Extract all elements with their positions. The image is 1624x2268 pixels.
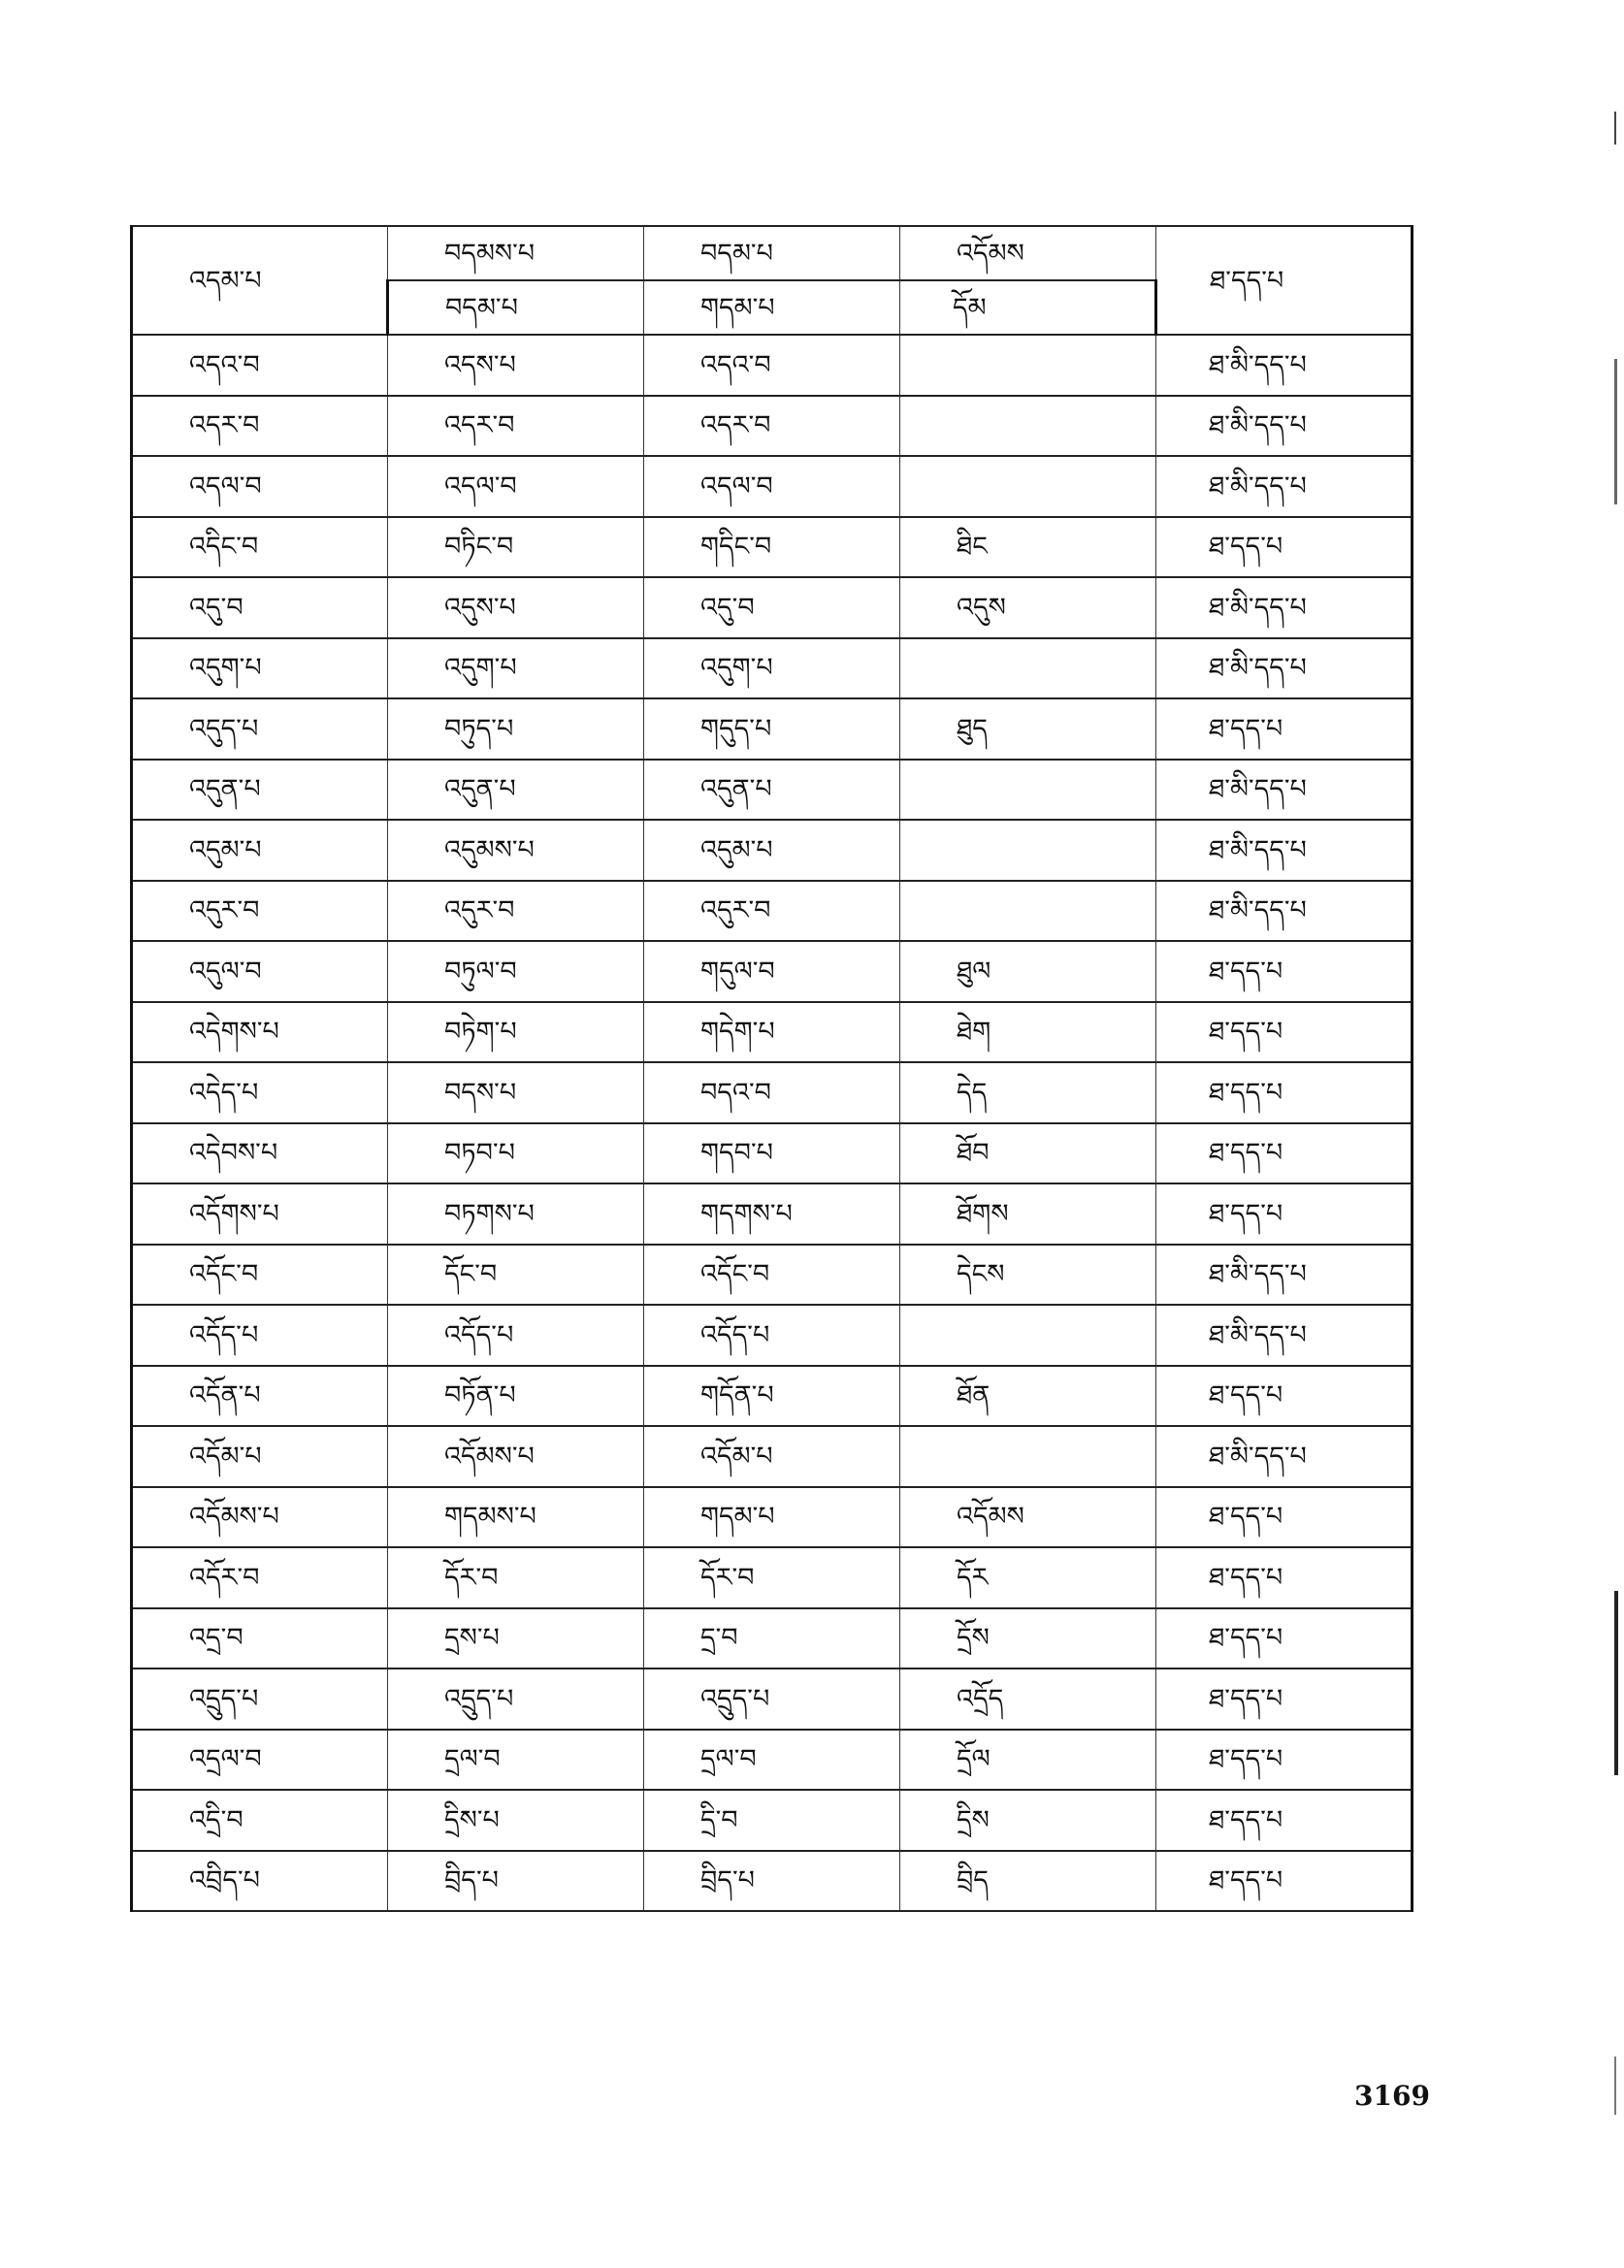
table-cell: གདགས་པ bbox=[644, 1183, 900, 1245]
table-cell: འདྲུད་པ bbox=[132, 1669, 388, 1730]
table-cell: གདིང་བ bbox=[644, 517, 900, 578]
table-cell: བཏགས་པ bbox=[388, 1183, 644, 1245]
table-cell: འདྲི་བ bbox=[132, 1790, 388, 1851]
table-cell: འདྲོད bbox=[900, 1669, 1156, 1730]
table-cell: འདུམ་པ bbox=[132, 820, 388, 881]
table-row bbox=[132, 1487, 1413, 1548]
table-cell: དོར bbox=[900, 1547, 1156, 1608]
table-cell: ཐ་དད་པ bbox=[1156, 1487, 1413, 1548]
table-cell: གདམ་པ bbox=[644, 1487, 900, 1548]
table-cell: འདེགས་པ bbox=[132, 1002, 388, 1063]
table-cell: འདར་བ bbox=[388, 396, 644, 457]
table-cell: འདུས་པ bbox=[388, 577, 644, 638]
table-cell: འདོམ་པ bbox=[132, 1426, 388, 1487]
table-row bbox=[132, 1790, 1413, 1851]
table-cell: འདོད་པ bbox=[388, 1305, 644, 1366]
table-cell bbox=[900, 638, 1156, 699]
table-cell: འདྲལ་བ bbox=[132, 1730, 388, 1791]
table-cell: འདེད་པ bbox=[132, 1062, 388, 1123]
table-cell: དོར་བ bbox=[388, 1547, 644, 1608]
table-row bbox=[132, 1183, 1413, 1245]
table-cell: འདོང་བ bbox=[132, 1245, 388, 1306]
table-cell: བྲིད་པ bbox=[644, 1851, 900, 1912]
scan-edge-mark bbox=[1614, 1591, 1618, 1775]
table-cell: བཏུད་པ bbox=[388, 698, 644, 760]
table-cell: ཐ་མི་དད་པ bbox=[1156, 820, 1413, 881]
table-cell: ཐ་མི་དད་པ bbox=[1156, 1305, 1413, 1366]
table-cell: འདལ་བ bbox=[388, 456, 644, 517]
table-cell: དྲལ་བ bbox=[644, 1730, 900, 1791]
table-cell: བྲིད་པ bbox=[388, 1851, 644, 1912]
table-cell: དྲིས་པ bbox=[388, 1790, 644, 1851]
table-cell: དེད bbox=[900, 1062, 1156, 1123]
table-cell: བདམ་པ bbox=[388, 280, 644, 335]
table-cell: འདྲ་བ bbox=[132, 1608, 388, 1669]
table-row bbox=[132, 1123, 1413, 1184]
table-cell: འབྲིད་པ bbox=[132, 1851, 388, 1912]
table-cell: དེངས bbox=[900, 1245, 1156, 1306]
table-cell: འདུམ་པ bbox=[644, 820, 900, 881]
table-cell: ཐ་དད་པ bbox=[1156, 1851, 1413, 1912]
table-cell: འདམ་པ bbox=[132, 226, 388, 335]
scan-edge-mark bbox=[1614, 2057, 1616, 2115]
table-cell: འདིང་བ bbox=[132, 517, 388, 578]
table-cell bbox=[900, 396, 1156, 457]
table-cell: འདུ་བ bbox=[132, 577, 388, 638]
table-cell: གདུལ་བ bbox=[644, 941, 900, 1002]
table-row bbox=[132, 820, 1413, 881]
table-cell: ཐོགས bbox=[900, 1183, 1156, 1245]
table-cell: འདུན་པ bbox=[132, 760, 388, 821]
table-cell: ཐེག bbox=[900, 1002, 1156, 1063]
table-cell: བཏོན་པ bbox=[388, 1366, 644, 1427]
table-cell: ཐ་དད་པ bbox=[1156, 1790, 1413, 1851]
table-cell: འདོད་པ bbox=[132, 1305, 388, 1366]
table-row bbox=[132, 1002, 1413, 1063]
table-cell: དྲས་པ bbox=[388, 1608, 644, 1669]
table-cell: ཐུལ bbox=[900, 941, 1156, 1002]
table-row bbox=[132, 1366, 1413, 1427]
table-cell: ཐ་དད་པ bbox=[1156, 941, 1413, 1002]
table-cell: ཐ་མི་དད་པ bbox=[1156, 456, 1413, 517]
table-cell: འདྲུད་པ bbox=[644, 1669, 900, 1730]
table-cell: གདུད་པ bbox=[644, 698, 900, 760]
table-cell: འདོད་པ bbox=[644, 1305, 900, 1366]
table-cell: འདྲུད་པ bbox=[388, 1669, 644, 1730]
table-cell: ཐ་དད་པ bbox=[1156, 1062, 1413, 1123]
table-cell: དྲ་བ bbox=[644, 1608, 900, 1669]
table-cell: དོར་བ bbox=[644, 1547, 900, 1608]
table-cell: ཐ་མི་དད་པ bbox=[1156, 396, 1413, 457]
table-cell bbox=[900, 335, 1156, 396]
table-cell: འདུད་པ bbox=[132, 698, 388, 760]
table-cell: ཐ་དད་པ bbox=[1156, 1669, 1413, 1730]
table-cell bbox=[900, 456, 1156, 517]
table-cell: གདོན་པ bbox=[644, 1366, 900, 1427]
table-cell: ཐ་མི་དད་པ bbox=[1156, 335, 1413, 396]
table-cell: ཐ་དད་པ bbox=[1156, 1123, 1413, 1184]
table-cell: ཐ་དད་པ bbox=[1156, 517, 1413, 578]
table-cell bbox=[900, 881, 1156, 942]
table-row bbox=[132, 881, 1413, 942]
table-row bbox=[132, 1669, 1413, 1730]
table-cell: བདས་པ bbox=[388, 1062, 644, 1123]
table-cell: བདའ་བ bbox=[644, 1062, 900, 1123]
table-cell: དྲལ་བ bbox=[388, 1730, 644, 1791]
table-cell: བདམ་པ bbox=[644, 226, 900, 280]
table-cell: དྲོལ bbox=[900, 1730, 1156, 1791]
table-cell: འདོམ་པ bbox=[644, 1426, 900, 1487]
table-cell: འདོང་བ bbox=[644, 1245, 900, 1306]
table-cell: འདས་པ bbox=[388, 335, 644, 396]
table-cell: ཐ་མི་དད་པ bbox=[1156, 1245, 1413, 1306]
table-cell: བཏབ་པ bbox=[388, 1123, 644, 1184]
table-cell: འདུལ་བ bbox=[132, 941, 388, 1002]
table-cell: བཏིང་བ bbox=[388, 517, 644, 578]
table-cell bbox=[900, 1305, 1156, 1366]
table-cell: དྲི་བ bbox=[644, 1790, 900, 1851]
table-cell: འདུག་པ bbox=[132, 638, 388, 699]
table-row bbox=[132, 941, 1413, 1002]
table-cell: འདོར་བ bbox=[132, 1547, 388, 1608]
table-cell: བྲིད bbox=[900, 1851, 1156, 1912]
table-cell: བཏེག་པ bbox=[388, 1002, 644, 1063]
table-cell: གདེག་པ bbox=[644, 1002, 900, 1063]
scan-edge-mark bbox=[1614, 359, 1617, 504]
table-cell: དོང་བ bbox=[388, 1245, 644, 1306]
table-cell: འདེབས་པ bbox=[132, 1123, 388, 1184]
table-cell: འདུན་པ bbox=[644, 760, 900, 821]
table-cell: ཐ་དད་པ bbox=[1156, 1183, 1413, 1245]
table-cell: དོམ bbox=[900, 280, 1156, 335]
table-cell bbox=[900, 820, 1156, 881]
scan-edge-mark bbox=[1614, 112, 1616, 145]
table-cell: ཐ་དད་པ bbox=[1156, 1730, 1413, 1791]
table-cell: དྲོས bbox=[900, 1608, 1156, 1669]
table-cell: གདབ་པ bbox=[644, 1123, 900, 1184]
verb-conjugation-table bbox=[130, 225, 1413, 1912]
table-cell: གདམས་པ bbox=[388, 1487, 644, 1548]
table-cell: འདོམས་པ bbox=[388, 1426, 644, 1487]
table-cell: འདར་བ bbox=[132, 396, 388, 457]
table-cell: ཐ་དད་པ bbox=[1156, 226, 1413, 335]
table-cell: འདུས bbox=[900, 577, 1156, 638]
table-row bbox=[132, 698, 1413, 760]
table-body bbox=[132, 226, 1413, 1911]
page-number: 3169 bbox=[1354, 2080, 1430, 2112]
table-cell bbox=[900, 1426, 1156, 1487]
table-cell: ཐུད bbox=[900, 698, 1156, 760]
table-cell: ཐ་དད་པ bbox=[1156, 1608, 1413, 1669]
table-cell: འདའ་བ bbox=[132, 335, 388, 396]
table-cell: འདོམས་པ bbox=[132, 1487, 388, 1548]
table-cell: འདུར་བ bbox=[644, 881, 900, 942]
table-cell: ཐ་མི་དད་པ bbox=[1156, 1426, 1413, 1487]
table-cell: ཐ་དད་པ bbox=[1156, 1366, 1413, 1427]
table-cell bbox=[900, 760, 1156, 821]
table-cell: བཏུལ་བ bbox=[388, 941, 644, 1002]
table-row bbox=[132, 517, 1413, 578]
table-cell: འདལ་བ bbox=[644, 456, 900, 517]
table-cell: འདོགས་པ bbox=[132, 1183, 388, 1245]
table-cell: འདོན་པ bbox=[132, 1366, 388, 1427]
table-cell: འདོམས bbox=[900, 1487, 1156, 1548]
table-row bbox=[132, 456, 1413, 517]
table-cell: འདུར་བ bbox=[388, 881, 644, 942]
table-cell: གདམ་པ bbox=[644, 280, 900, 335]
table-cell: འདའ་བ bbox=[644, 335, 900, 396]
table-row bbox=[132, 396, 1413, 457]
table-row bbox=[132, 1547, 1413, 1608]
table-cell: འདོམས bbox=[900, 226, 1156, 280]
table-cell: ཐ་མི་དད་པ bbox=[1156, 881, 1413, 942]
table-row bbox=[132, 1426, 1413, 1487]
table-cell: ཐ་མི་དད་པ bbox=[1156, 577, 1413, 638]
table-row bbox=[132, 335, 1413, 396]
table-row bbox=[132, 1851, 1413, 1912]
table-row bbox=[132, 577, 1413, 638]
table-cell: བདམས་པ bbox=[388, 226, 644, 280]
table-row bbox=[132, 1305, 1413, 1366]
table-cell: ཐ་དད་པ bbox=[1156, 1547, 1413, 1608]
table-cell: འདུན་པ bbox=[388, 760, 644, 821]
table-cell: འདར་བ bbox=[644, 396, 900, 457]
table-cell: ཐ་མི་དད་པ bbox=[1156, 760, 1413, 821]
table-cell: ཐ་མི་དད་པ bbox=[1156, 638, 1413, 699]
table-cell: དྲིས bbox=[900, 1790, 1156, 1851]
table-cell: འདུག་པ bbox=[644, 638, 900, 699]
table-cell: འདལ་བ bbox=[132, 456, 388, 517]
table-row bbox=[132, 1062, 1413, 1123]
table-cell: ཐ་དད་པ bbox=[1156, 1002, 1413, 1063]
table-row bbox=[132, 1245, 1413, 1306]
table-cell: ཐོན bbox=[900, 1366, 1156, 1427]
table-cell: འདུམས་པ bbox=[388, 820, 644, 881]
table-row bbox=[132, 638, 1413, 699]
table-row bbox=[132, 760, 1413, 821]
table-cell: ཐིང bbox=[900, 517, 1156, 578]
table-cell: འདུག་པ bbox=[388, 638, 644, 699]
table-row bbox=[132, 1608, 1413, 1669]
table-cell: ཐོབ bbox=[900, 1123, 1156, 1184]
table-cell: འདུ་བ bbox=[644, 577, 900, 638]
table-cell: ཐ་དད་པ bbox=[1156, 698, 1413, 760]
table-row bbox=[132, 1730, 1413, 1791]
table-cell: འདུར་བ bbox=[132, 881, 388, 942]
table-row bbox=[132, 226, 1413, 280]
